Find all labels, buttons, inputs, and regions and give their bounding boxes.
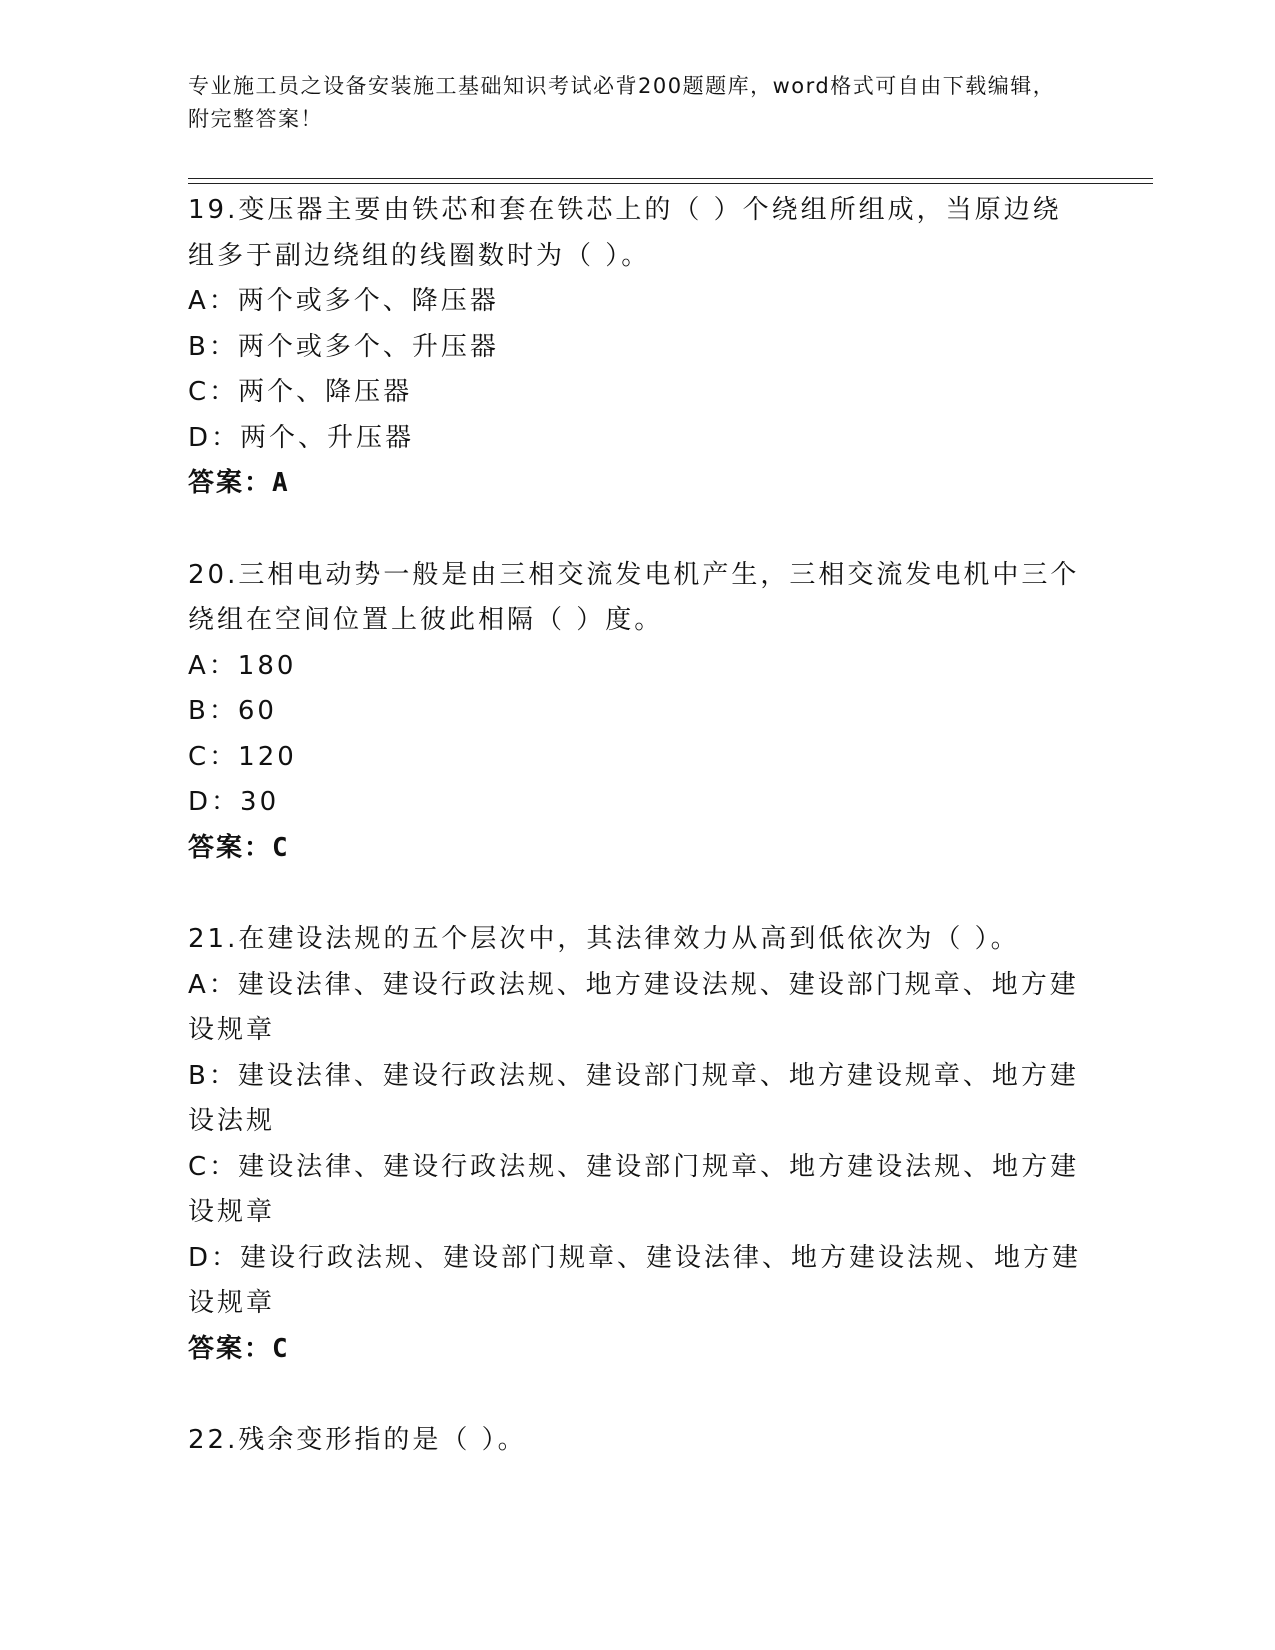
option-d: D：建设行政法规、建设部门规章、建设法律、地方建设法规、地方建设规章 <box>188 1242 1082 1318</box>
option-d: D：30 <box>188 787 280 817</box>
question-list <box>188 188 1088 1464</box>
question-stem: 19.变压器主要由铁芯和套在铁芯上的（ ）个绕组所组成，当原边绕组多于副边绕组的线圈数时为（ ）。 <box>188 195 1062 271</box>
question-21 <box>188 917 1088 1372</box>
option-b: B：两个或多个、升压器 <box>188 331 499 362</box>
document-header: 专业施工员之设备安装施工基础知识考试必背200题题库，word格式可自由下载编辑，附完整答案！ <box>188 74 1056 131</box>
option-a: A：两个或多个、降压器 <box>188 286 499 316</box>
option-b: B：建设法律、建设行政法规、建设部门规章、地方建设规章、地方建设法规 <box>188 1060 1079 1136</box>
question-stem: 21.在建设法规的五个层次中，其法律效力从高到低依次为（ ）。 <box>188 924 1020 954</box>
option-c: C：120 <box>188 741 297 772</box>
question-22 <box>188 1418 1088 1464</box>
header-divider-bottom <box>188 183 1153 184</box>
option-c: C：两个、降压器 <box>188 377 413 407</box>
option-a: A：建设法律、建设行政法规、地方建设法规、建设部门规章、地方建设规章 <box>188 969 1079 1045</box>
option-d: D：两个、升压器 <box>188 422 415 453</box>
header-divider-top <box>188 178 1153 179</box>
answer: 答案：A <box>188 468 290 498</box>
option-b: B：60 <box>188 696 277 726</box>
question-stem: 20.三相电动势一般是由三相交流发电机产生，三相交流发电机中三个绕组在空间位置上彼此相隔（ ）度。 <box>188 559 1080 635</box>
answer: 答案：C <box>188 832 290 863</box>
question-stem: 22.残余变形指的是（ ）。 <box>188 1425 527 1455</box>
answer: 答案：C <box>188 1333 290 1364</box>
question-19 <box>188 188 1088 507</box>
option-c: C：建设法律、建设行政法规、建设部门规章、地方建设法规、地方建设规章 <box>188 1151 1080 1227</box>
question-20 <box>188 553 1088 872</box>
option-a: A：180 <box>188 650 297 681</box>
